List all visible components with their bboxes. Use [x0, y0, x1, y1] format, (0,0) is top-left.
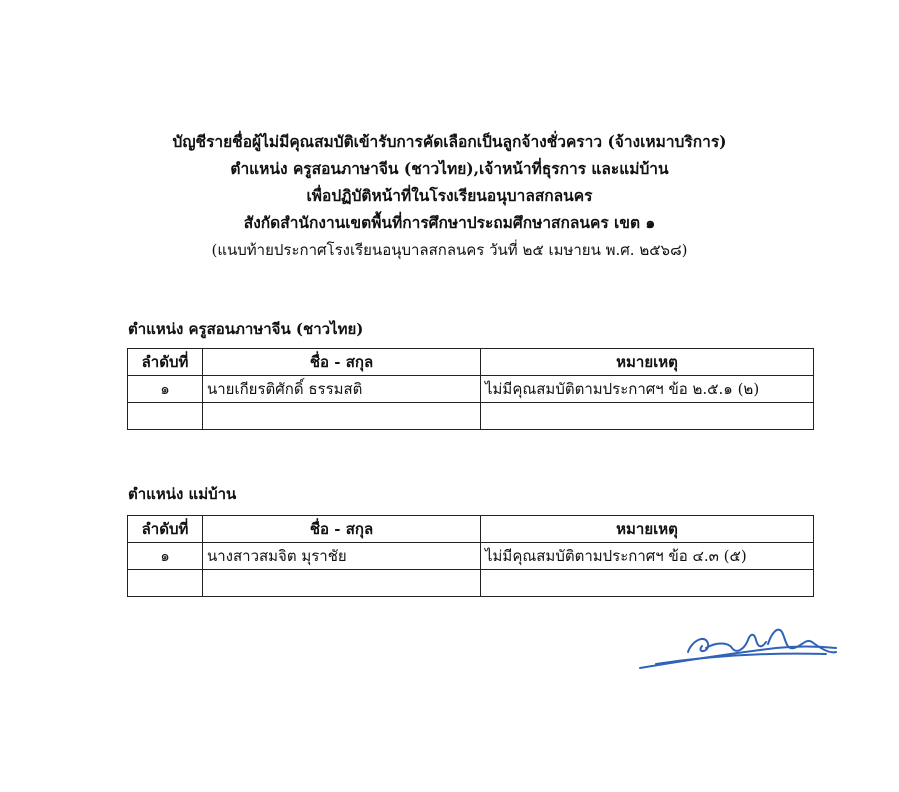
- table-header-row: [128, 349, 814, 376]
- header-affiliation: สังกัดสำนักงานเขตพื้นที่การศึกษาประถมศึกษาสกลนคร เขต ๑: [243, 213, 656, 232]
- table-row: [128, 403, 814, 430]
- column-header-name: ชื่อ - สกุล: [203, 349, 481, 376]
- cell-remark: [481, 403, 814, 430]
- cell-remark: ไม่มีคุณสมบัติตามประกาศฯ ข้อ ๔.๓ (๕): [481, 543, 814, 570]
- document-header: [0, 128, 899, 264]
- section-title-chinese-teacher: ตำแหน่ง ครูสอนภาษาจีน (ชาวไทย): [128, 320, 364, 338]
- cell-name: นายเกียรติศักดิ์ ธรรมสติ: [203, 376, 481, 403]
- header-positions: ตำแหน่ง ครูสอนภาษาจีน (ชาวไทย),เจ้าหน้าที่ธุรการ และแม่บ้าน: [230, 159, 669, 178]
- header-purpose: เพื่อปฏิบัติหน้าที่ในโรงเรียนอนุบาลสกลนคร: [306, 186, 593, 205]
- cell-remark: ไม่มีคุณสมบัติตามประกาศฯ ข้อ ๒.๕.๑ (๒): [481, 376, 814, 403]
- table-chinese-teacher: [127, 348, 814, 430]
- table-header-row: [128, 516, 814, 543]
- cell-name: [203, 570, 481, 597]
- cell-name: นางสาวสมจิต มุราชัย: [203, 543, 481, 570]
- section-title-housekeeper: ตำแหน่ง แม่บ้าน: [128, 485, 237, 503]
- table-row: [128, 376, 814, 403]
- cell-order: [128, 570, 203, 597]
- signature-strokes: [640, 630, 836, 668]
- table-housekeeper: [127, 515, 814, 597]
- table-row: [128, 543, 814, 570]
- signature-image: [636, 618, 846, 678]
- column-header-name: ชื่อ - สกุล: [203, 516, 481, 543]
- cell-order: ๑: [128, 543, 203, 570]
- column-header-order: ลำดับที่: [128, 349, 203, 376]
- cell-remark: [481, 570, 814, 597]
- column-header-remark: หมายเหตุ: [481, 516, 814, 543]
- column-header-order: ลำดับที่: [128, 516, 203, 543]
- column-header-remark: หมายเหตุ: [481, 349, 814, 376]
- header-title: บัญชีรายชื่อผู้ไม่มีคุณสมบัติเข้ารับการคัดเลือกเป็นลูกจ้างชั่วคราว (จ้างเหมาบริการ): [172, 132, 727, 151]
- header-attachment-note: (แนบท้ายประกาศโรงเรียนอนุบาลสกลนคร วันที่ ๒๕ เมษายน พ.ศ. ๒๕๖๘): [211, 241, 688, 259]
- cell-order: ๑: [128, 376, 203, 403]
- table-row: [128, 570, 814, 597]
- cell-name: [203, 403, 481, 430]
- cell-order: [128, 403, 203, 430]
